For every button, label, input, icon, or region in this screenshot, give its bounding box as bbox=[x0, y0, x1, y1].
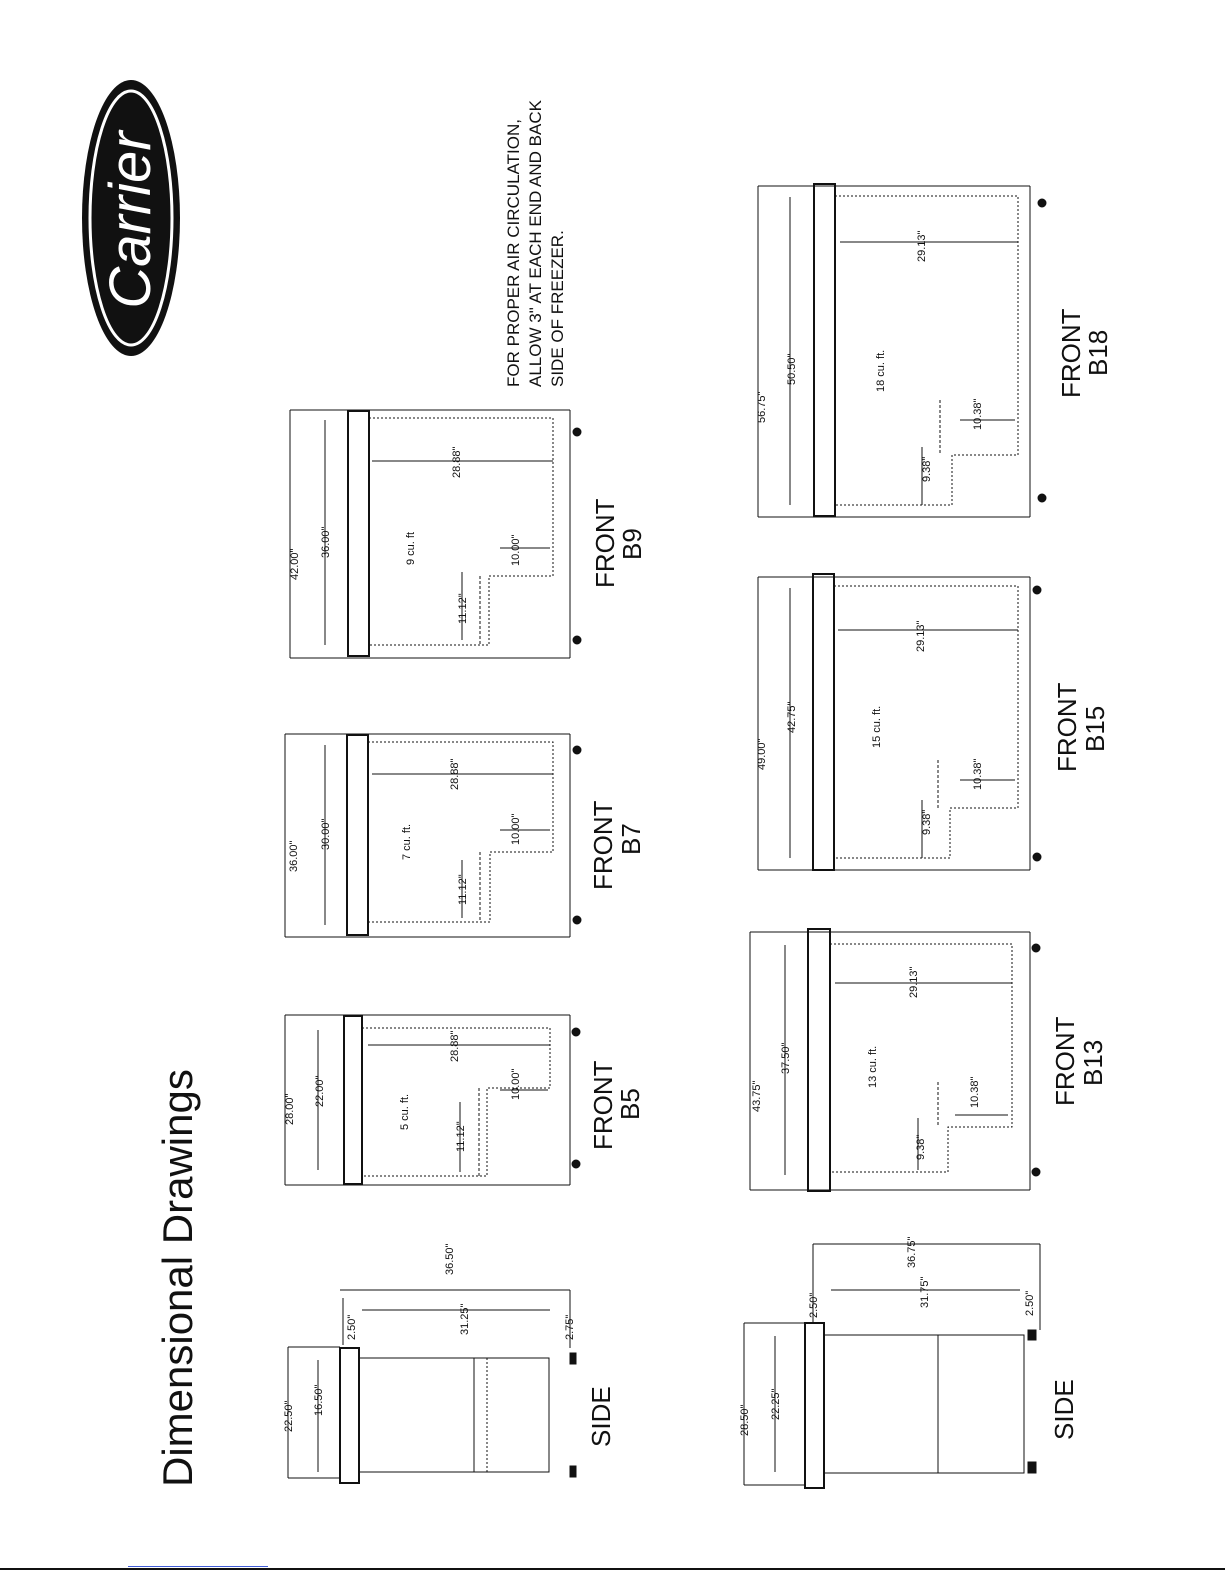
dim-step-height: 10.38" bbox=[972, 398, 984, 430]
dim-step-height: 10.00" bbox=[510, 813, 522, 845]
side-view-large bbox=[744, 1244, 1040, 1488]
capacity-label: 5 cu. ft. bbox=[399, 1093, 411, 1130]
b13-model-label: B13 bbox=[1078, 1039, 1108, 1086]
dim-step-width: 11.12" bbox=[455, 1121, 467, 1152]
front-view-b13 bbox=[750, 929, 1040, 1191]
side-small-label: SIDE bbox=[586, 1386, 616, 1447]
side-large-label: SIDE bbox=[1049, 1379, 1079, 1440]
bottom-rule bbox=[0, 1568, 1225, 1570]
dim-overall-depth: 28.50" bbox=[739, 1404, 751, 1436]
b15-model-label: B15 bbox=[1080, 705, 1110, 752]
dim-step-width: 11.12" bbox=[457, 874, 469, 905]
dim-overall-width: 42.00" bbox=[289, 548, 301, 580]
capacity-label: 15 cu. ft. bbox=[871, 705, 883, 748]
b18-model-label: B18 bbox=[1083, 329, 1113, 376]
dim-inner-width: 30.00" bbox=[320, 818, 332, 850]
side-small-dimensions bbox=[283, 1243, 576, 1432]
dim-height: 28.88" bbox=[449, 758, 461, 790]
dim-step-height: 10.38" bbox=[972, 758, 984, 790]
dim-overall-width: 36.00" bbox=[288, 840, 300, 872]
dim-overall-width: 43.75" bbox=[751, 1080, 763, 1112]
dim-inner-width: 36.00" bbox=[320, 526, 332, 558]
b9-front-label: FRONT bbox=[590, 498, 620, 588]
b7-model-label: B7 bbox=[616, 823, 646, 855]
capacity-label: 18 cu. ft. bbox=[875, 349, 887, 392]
dim-overall-height: 36.50" bbox=[444, 1243, 456, 1275]
b13-front-label: FRONT bbox=[1050, 1016, 1080, 1106]
dim-inner-width: 50.50" bbox=[786, 353, 798, 385]
b18-front-label: FRONT bbox=[1056, 308, 1086, 398]
dim-height: 28.88" bbox=[449, 1030, 461, 1062]
dim-inner-depth: 22.25" bbox=[770, 1388, 782, 1420]
b9-model-label: B9 bbox=[617, 528, 647, 560]
dim-caster: 2.50" bbox=[1024, 1290, 1036, 1316]
capacity-label: 7 cu. ft. bbox=[401, 823, 413, 860]
dim-inner-depth: 16.50" bbox=[313, 1384, 325, 1416]
b7-dimensions bbox=[288, 758, 522, 905]
logo-wordmark: Carrier bbox=[98, 131, 163, 309]
dim-step-width: 11.12" bbox=[457, 593, 469, 624]
dim-inner-width: 22.00" bbox=[314, 1075, 326, 1107]
dim-body: 31.75" bbox=[919, 1276, 931, 1308]
carrier-logo bbox=[82, 80, 180, 356]
side-view-small bbox=[288, 1290, 576, 1483]
dim-height: 29.13" bbox=[915, 620, 927, 652]
dim-inner-width: 37.50" bbox=[780, 1042, 792, 1074]
dim-overall-width: 56.75" bbox=[756, 391, 768, 423]
dim-step-width: 9.38" bbox=[915, 1134, 927, 1160]
dim-caster: 2.75" bbox=[564, 1314, 576, 1340]
footer-link-underline bbox=[128, 1566, 268, 1567]
dim-overall-width: 49.00" bbox=[756, 738, 768, 770]
dim-lid: 2.50" bbox=[808, 1292, 820, 1318]
air-circulation-note bbox=[504, 99, 567, 387]
note-line-1: FOR PROPER AIR CIRCULATION, bbox=[504, 119, 523, 387]
note-line-2: ALLOW 3" AT EACH END AND BACK bbox=[526, 100, 545, 387]
front-view-b15 bbox=[758, 574, 1041, 870]
b5-model-label: B5 bbox=[615, 1088, 645, 1120]
front-view-b18 bbox=[758, 184, 1046, 517]
b9-dimensions bbox=[289, 446, 522, 624]
dim-step-width: 9.38" bbox=[921, 456, 933, 482]
capacity-label: 9 cu. ft bbox=[405, 531, 417, 565]
dim-overall-depth: 22.50" bbox=[283, 1400, 295, 1432]
b5-dimensions bbox=[284, 1030, 522, 1152]
dim-step-height: 10.00" bbox=[510, 1068, 522, 1100]
front-view-b5 bbox=[285, 1015, 580, 1185]
dim-height: 29.13" bbox=[908, 966, 920, 998]
page-title: Dimensional Drawings bbox=[154, 1069, 201, 1487]
front-view-b9 bbox=[290, 410, 581, 658]
dim-step-width: 9.38" bbox=[921, 809, 933, 835]
dim-step-height: 10.38" bbox=[969, 1076, 981, 1108]
dim-overall-height: 36.75" bbox=[906, 1236, 918, 1268]
dim-height: 29.13" bbox=[916, 230, 928, 262]
dim-body: 31.25" bbox=[459, 1303, 471, 1335]
capacity-label: 13 cu. ft. bbox=[867, 1045, 879, 1088]
note-line-3: SIDE OF FREEZER. bbox=[548, 230, 567, 387]
dim-step-height: 10.00" bbox=[510, 534, 522, 566]
b15-front-label: FRONT bbox=[1052, 682, 1082, 772]
dim-lid: 2.50" bbox=[346, 1314, 358, 1340]
dim-inner-width: 42.75" bbox=[786, 701, 798, 733]
dim-overall-width: 28.00" bbox=[284, 1093, 296, 1125]
b5-front-label: FRONT bbox=[588, 1060, 618, 1150]
dim-height: 28.88" bbox=[451, 446, 463, 478]
b7-front-label: FRONT bbox=[588, 800, 618, 890]
side-large-dimensions bbox=[739, 1236, 1036, 1436]
